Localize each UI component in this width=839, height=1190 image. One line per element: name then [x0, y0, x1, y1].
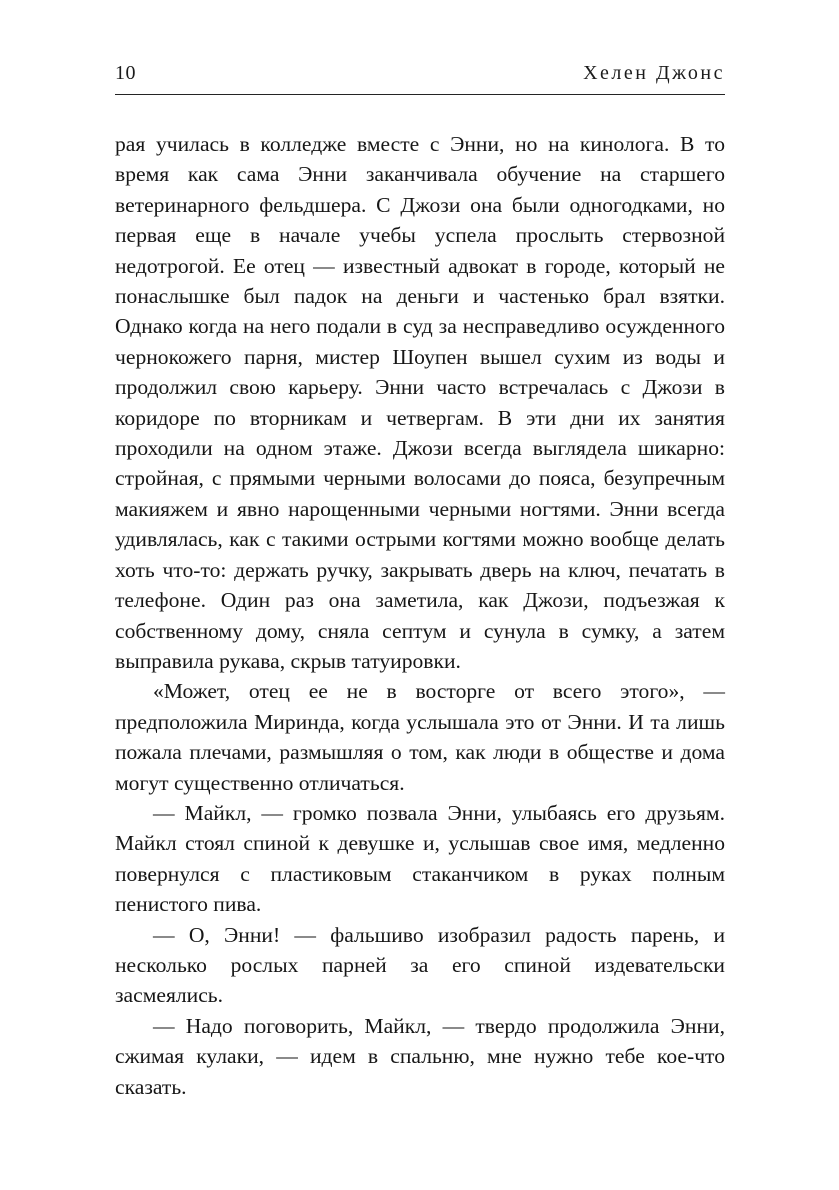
- paragraph: — О, Энни! — фальшиво изобразил радость парень, и несколько рослых парней за его спиной издевательски засмеялись.: [115, 922, 725, 1008]
- page-number: 10: [115, 62, 136, 84]
- paragraph: — Надо поговорить, Майкл, — твердо продолжила Энни, сжимая кулаки, — идем в спальню, мне нужно тебе кое-что сказать.: [115, 1013, 725, 1099]
- page-body: [115, 129, 725, 1102]
- page-header: [115, 62, 725, 94]
- paragraph: «Может, отец ее не в восторге от всего этого», — предположила Миринда, когда услышала это от Энни. И та лишь пожала плечами, размышляя о том, как люди в обществе и дома могут существенно отличаться.: [115, 679, 725, 795]
- running-title: Хелен Джонс: [583, 62, 725, 84]
- header-divider: [115, 94, 725, 95]
- paragraph: — Майкл, — громко позвала Энни, улыбаясь его друзьям. Майкл стоял спиной к девушке и, услышав свое имя, медленно повернулся с пластиковым стаканчиком в руках полным пенистого пива.: [115, 800, 725, 917]
- paragraph: рая училась в колледже вместе с Энни, но на кинолога. В то время как сама Энни заканчивала обучение на старшего ветеринарного фельдшера. С Джози она были одногодками, но первая еще в начале учебы успела прослыть стервозной недотрогой. Ее отец — известный адвокат в городе, который не понаслышке был падок на деньги и частенько брал взятки. Однако когда на него подали в суд за несправедливо осужденного чернокожего парня, мистер Шоупен вышел сухим из воды и продолжил свою карьеру. Энни часто встречалась с Джози в коридоре по вторникам и четвергам. В эти дни их занятия проходили на одном этаже. Джози всегда выглядела шикарно: стройная, с прямыми черными волосами до пояса, безупречным макияжем и явно нарощенными черными ногтями. Энни всегда удивлялась, как с такими острыми когтями можно вообще делать хоть что-то: держать ручку, закрывать дверь на ключ, печатать в телефоне. Один раз она заметила, как Джози, подъезжая к собственному дому, сняла септум и сунула в сумку, а затем выправила рукава, скрыв татуировки.: [115, 132, 725, 673]
